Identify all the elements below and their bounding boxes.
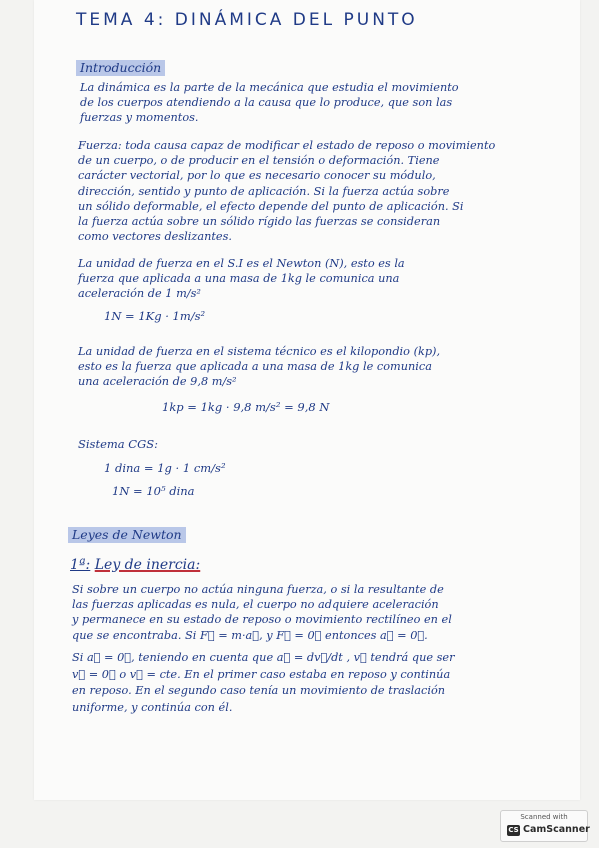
text-line: en reposo. En el segundo caso tenía un movimiento de traslación <box>72 684 446 697</box>
text-line: La dinámica es la parte de la mecánica que estudia el movimiento <box>80 81 459 94</box>
kp-equation: 1kp = 1kg · 9,8 m/s² = 9,8 N <box>162 400 330 414</box>
text-line: Fuerza: toda causa capaz de modificar el estado de reposo o movimiento <box>78 139 496 152</box>
camscanner-name: CamScanner <box>523 824 590 835</box>
text-line: La unidad de fuerza en el S.I es el Newton (N), esto es la <box>78 257 405 270</box>
section-heading-laws: Leyes de Newton <box>68 527 186 543</box>
text-line: un sólido deformable, el efecto depende del punto de aplicación. Si <box>78 199 464 213</box>
text-line: como vectores deslizantes. <box>78 230 232 244</box>
text-line: las fuerzas aplicadas es nula, el cuerpo no adquiere aceleración <box>72 598 439 612</box>
first-law-name: Ley de inercia: <box>94 557 201 573</box>
text-line: de los cuerpos atendiendo a la causa que lo produce, que son las <box>80 96 453 110</box>
newton-equation: 1N = 1Kg · 1m/s² <box>104 309 206 323</box>
text-line: fuerzas y momentos. <box>80 111 199 125</box>
scanned-with-label: Scanned with <box>520 813 568 821</box>
cgs-equation-dina: 1 dina = 1g · 1 cm/s² <box>104 461 226 475</box>
newton-unit-paragraph <box>78 256 405 302</box>
text-line: aceleración de 1 m/s² <box>78 287 201 301</box>
first-law-consequence-paragraph <box>72 650 455 716</box>
text-line: Si a⃗ = 0⃗, teniendo en cuenta que a⃗ = dv⃗/dt , v⃗ tendrá que ser <box>72 651 455 664</box>
force-paragraph <box>78 138 495 244</box>
first-law-paragraph <box>72 582 452 643</box>
text-line: una aceleración de 9,8 m/s² <box>78 375 237 389</box>
text-line: uniforme, y continúa con él. <box>72 700 233 714</box>
intro-paragraph <box>80 80 459 126</box>
section-heading-intro: Introducción <box>76 60 165 76</box>
camscanner-logo-icon: CS <box>508 826 519 834</box>
text-line: La unidad de fuerza en el sistema técnico es el kilopondio (kp), <box>78 345 441 358</box>
text-line: dirección, sentido y punto de aplicación. Si la fuerza actúa sobre <box>78 184 450 198</box>
text-line: que se encontraba. Si F⃗ = m·a⃗, y F⃗ = 0⃗ entonces a⃗ = 0⃗. <box>72 628 428 642</box>
first-law-number: 1ª: <box>70 557 91 573</box>
text-line: la fuerza actúa sobre un sólido rígido las fuerzas se consideran <box>78 215 441 229</box>
text-line: de un cuerpo, o de producir en el tensión o deformación. Tiene <box>78 154 440 168</box>
camscanner-badge <box>500 810 588 842</box>
text-line: v⃗ = 0⃗ o v⃗ = cte. En el primer caso estaba en reposo y continúa <box>72 667 451 681</box>
text-line: y permanece en su estado de reposo o movimiento rectilíneo en el <box>72 613 452 627</box>
page-title: TEMA 4: DINÁMICA DEL PUNTO <box>76 10 418 30</box>
text-line: esto es la fuerza que aplicada a una masa de 1kg le comunica <box>78 360 432 374</box>
text-line: carácter vectorial, por lo que es necesario conocer su módulo, <box>78 169 436 183</box>
cgs-heading: Sistema CGS: <box>78 437 159 451</box>
cgs-equation-newton: 1N = 10⁵ dina <box>112 484 195 498</box>
kp-unit-paragraph <box>78 344 440 390</box>
first-law-title <box>70 556 200 574</box>
text-line: fuerza que aplicada a una masa de 1kg le comunica una <box>78 272 400 286</box>
text-line: Si sobre un cuerpo no actúa ninguna fuerza, o si la resultante de <box>72 583 444 596</box>
